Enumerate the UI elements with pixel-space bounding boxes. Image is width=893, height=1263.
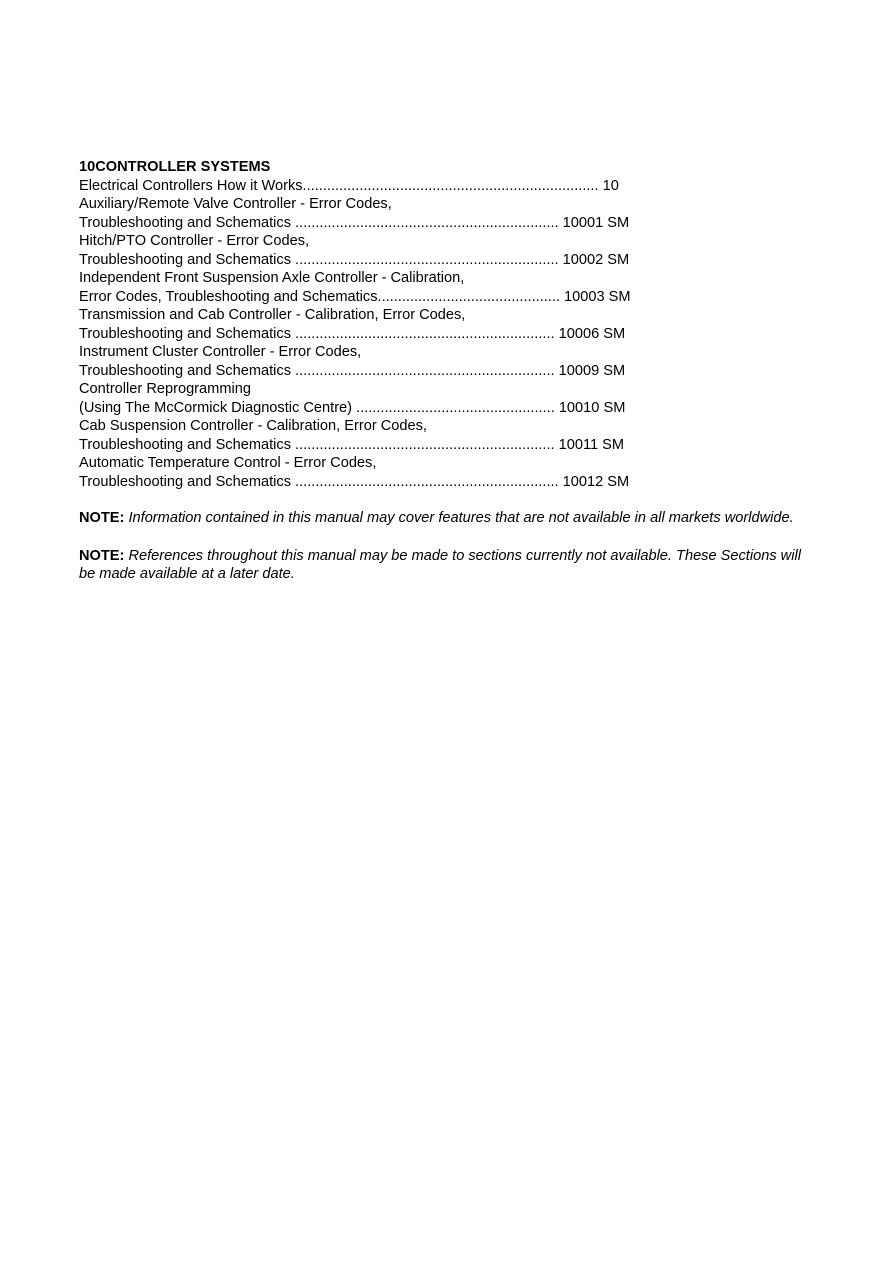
toc-line: Electrical Controllers How it Works......................................................................... 10: [79, 177, 619, 194]
section-title: 10CONTROLLER SYSTEMS: [79, 159, 271, 175]
toc-line: Independent Front Suspension Axle Controller - Calibration,: [79, 270, 465, 286]
toc-line: Automatic Temperature Control - Error Codes,: [79, 455, 377, 471]
note-text: References throughout this manual may be made to sections currently not available. These Sections will be made available at a later date.: [79, 547, 801, 582]
note-text: Information contained in this manual may cover features that are not available in all markets worldwide.: [128, 510, 794, 526]
toc-line: Troubleshooting and Schematics ................................................................. 10001 SM: [79, 214, 630, 231]
toc-line: Troubleshooting and Schematics ................................................................ 10006 SM: [79, 325, 626, 342]
table-of-contents: [79, 177, 809, 492]
toc-line: Hitch/PTO Controller - Error Codes,: [79, 233, 310, 249]
toc-line: Troubleshooting and Schematics ................................................................. 10002 SM: [79, 251, 630, 268]
document-page: [79, 158, 809, 584]
toc-line: (Using The McCormick Diagnostic Centre) ................................................. 10010 SM: [79, 399, 626, 416]
toc-line: Error Codes, Troubleshooting and Schematics............................................. 10003 SM: [79, 288, 631, 305]
note-paragraph: [79, 547, 809, 584]
toc-line: Troubleshooting and Schematics ................................................................ 10011 SM: [79, 436, 625, 453]
toc-line: Auxiliary/Remote Valve Controller - Error Codes,: [79, 196, 392, 212]
note-paragraph: [79, 509, 809, 528]
toc-line: Troubleshooting and Schematics ................................................................. 10012 SM: [79, 473, 630, 490]
toc-line: Controller Reprogramming: [79, 381, 251, 397]
note-label: NOTE:: [79, 510, 125, 526]
toc-line: Instrument Cluster Controller - Error Codes,: [79, 344, 362, 360]
toc-line: Transmission and Cab Controller - Calibration, Error Codes,: [79, 307, 466, 323]
note-label: NOTE:: [79, 547, 125, 564]
toc-line: Cab Suspension Controller - Calibration, Error Codes,: [79, 418, 427, 434]
toc-line: Troubleshooting and Schematics ................................................................ 10009 SM: [79, 362, 626, 379]
